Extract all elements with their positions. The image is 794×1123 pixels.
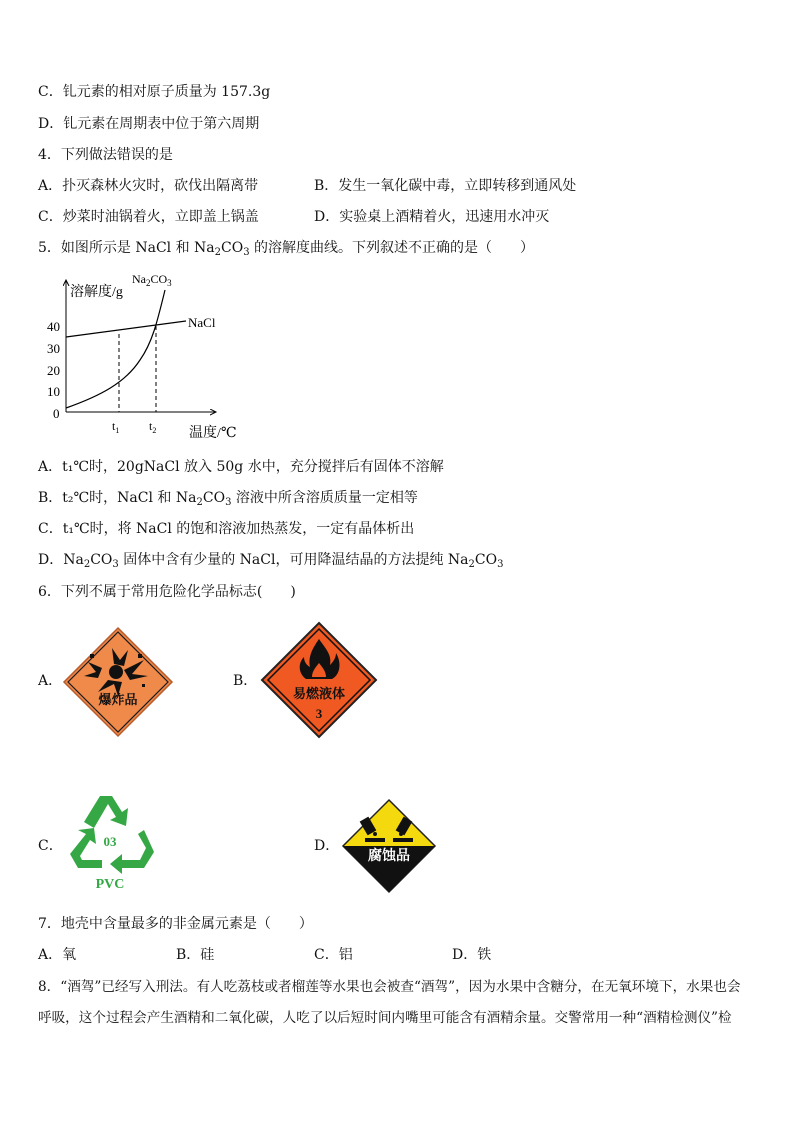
q7-option-d: D．铁 [452,947,492,963]
q3-option-c: C．钆元素的相对原子质量为 157.3g [38,84,271,100]
x-tick-t2: $t_2$ [149,419,157,435]
flammable-liquid-sign [260,621,378,739]
explosive-label: 爆炸品 [98,692,138,707]
q4-option-c: C．炒菜时油锅着火，立即盖上锅盖 [38,209,259,225]
q5-option-a: A．t₁℃时，20gNaCl 放入 50g 水中，充分搅拌后有固体不溶解 [38,459,444,475]
q7-option-b: B．硅 [176,947,215,963]
solubility-chart [40,268,260,448]
q6-label-a: A． [38,673,63,689]
q7-stem: 7．地壳中含量最多的非金属元素是（ ） [38,916,313,932]
y-tick-10: 10 [47,384,60,399]
nacl-curve [66,321,186,337]
q7-option-c: C．铝 [314,947,353,963]
recycle-code: 03 [103,834,117,849]
y-tick-20: 20 [47,363,60,378]
q5-option-b: B．t₂℃时，NaCl 和 $Na_2CO_3$ 溶液中所含溶质质量一定相等 [38,490,418,508]
q6-label-c: C． [38,838,63,854]
q5-option-d: D．$Na_2CO_3$ 固体中含有少量的 NaCl，可用降温结晶的方法提纯 $Na_2CO_3$ [38,552,504,570]
recycle-material: PVC [95,877,125,892]
q3-option-d: D．钆元素在周期表中位于第六周期 [38,116,260,132]
nacl-label: NaCl [188,315,216,330]
y-axis-label: 溶解度/g [70,285,123,300]
q5-stem: 5．如图所示是 NaCl 和 $Na_2CO_3$ 的溶解度曲线。下列叙述不正确的是（ ） [38,240,535,258]
x-tick-t1: $t_1$ [112,419,120,435]
corrosive-label: 腐蚀品 [368,849,410,864]
q4-stem: 4．下列做法错误的是 [38,147,173,163]
q4-option-d: D．实验桌上酒精着火，迅速用水冲灭 [314,209,550,225]
y-tick-0: 0 [53,406,60,421]
q6-label-b: B． [233,673,258,689]
q4-option-b: B．发生一氧化碳中毒，立即转移到通风处 [314,178,577,194]
q6-stem: 6．下列不属于常用危险化学品标志( ) [38,584,296,600]
flammable-label: 易燃液体 [292,686,346,701]
q7-option-a: A．氧 [38,947,77,963]
q6-label-d: D． [314,838,340,854]
q4-option-a: A．扑灭森林火灾时，砍伐出隔离带 [38,178,259,194]
q8-line-1: 8．“酒驾”已经写入刑法。有人吃荔枝或者榴莲等水果也会被查“酒驾”，因为水果中含糖分，在无氧环境下，水果也会 [38,979,741,995]
q8-line-2: 呼吸，这个过程会产生酒精和二氧化碳，人吃了以后短时间内嘴里可能含有酒精余量。交警常用一种“酒精检测仪”检 [38,1010,732,1026]
na2co3-curve [66,290,165,408]
recycling-pvc-sign [64,790,160,892]
explosive-sign [62,626,174,738]
y-tick-30: 30 [47,341,60,356]
flammable-class: 3 [315,706,323,721]
corrosive-sign [341,798,437,894]
q5-option-c: C．t₁℃时，将 NaCl 的饱和溶液加热蒸发，一定有晶体析出 [38,521,415,537]
na2co3-label: $Na_2CO_3$ [132,272,172,288]
y-tick-40: 40 [47,319,60,334]
x-axis-label: 温度/℃ [189,426,237,441]
